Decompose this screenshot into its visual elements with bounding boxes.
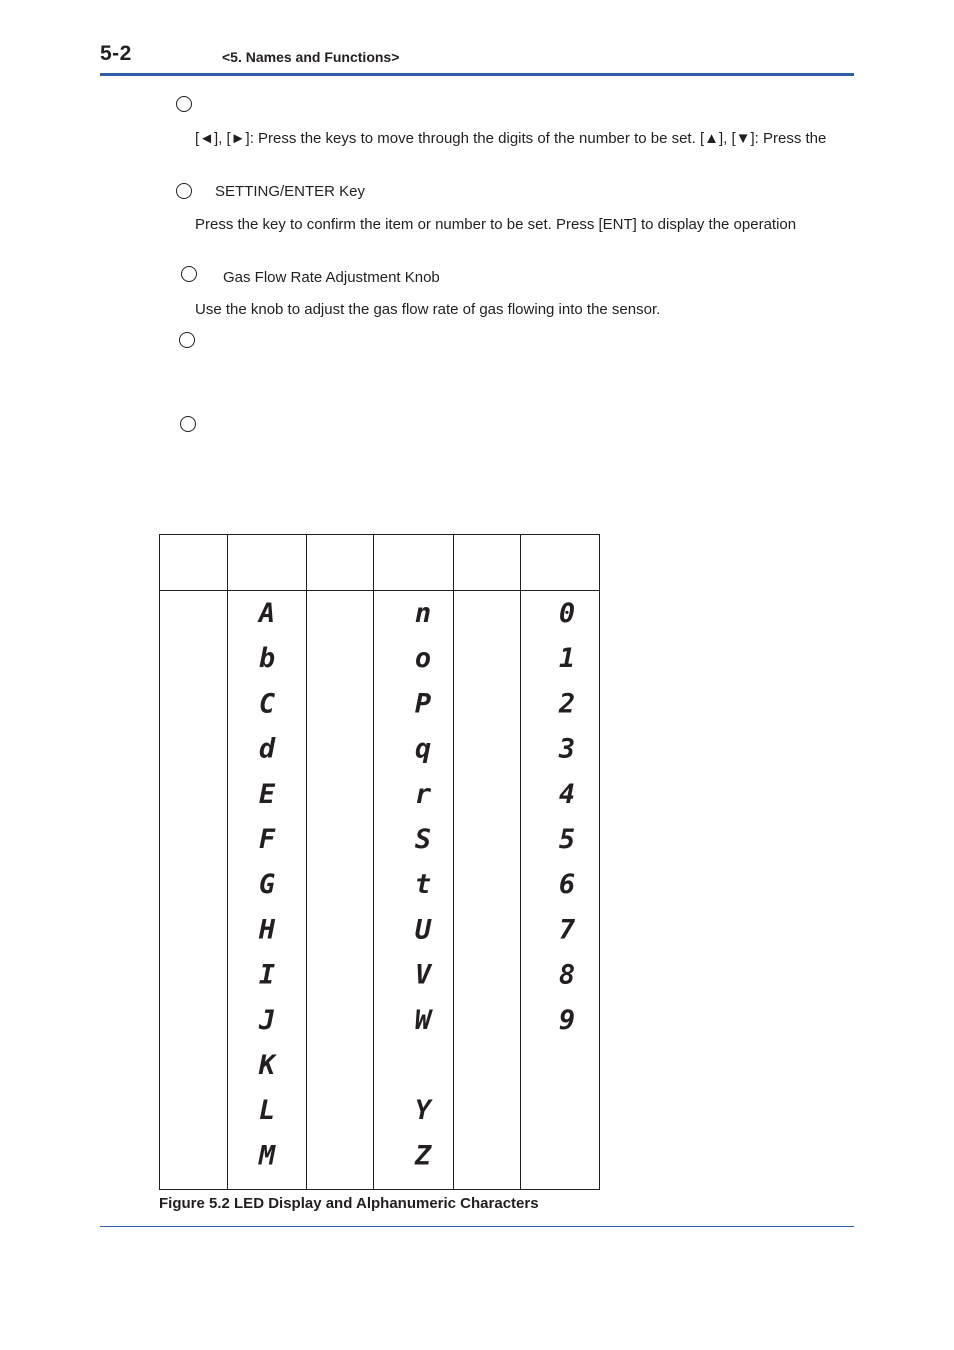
led-char-col1-3: d: [258, 733, 276, 765]
led-char-col3-5: 5: [558, 824, 576, 855]
led-char-col2-3: q: [414, 733, 432, 765]
chapter-title: <5. Names and Functions>: [222, 49, 400, 65]
led-char-col1-1: b: [258, 643, 276, 675]
led-char-col2-12: Z: [414, 1140, 432, 1172]
item-2-body: Press the key to confirm the item or number to be set. Press [ENT] to display the operation: [195, 216, 797, 233]
led-char-col3-9: 9: [558, 1004, 576, 1036]
led-char-col2-6: t: [414, 869, 432, 901]
led-char-col3-0: 0: [558, 598, 576, 629]
table-grid: [160, 535, 600, 1190]
led-char-col2-2: P: [414, 688, 432, 720]
item-2-title: SETTING/ENTER Key: [215, 183, 366, 200]
led-char-col1-10: K: [258, 1050, 276, 1081]
led-char-col3-8: 8: [558, 959, 576, 991]
led-char-col1-7: H: [258, 914, 276, 946]
led-char-col1-12: M: [258, 1140, 276, 1172]
led-char-col3-7: 7: [558, 914, 576, 946]
led-char-col2-0: n: [414, 598, 432, 629]
led-char-col2-9: W: [414, 1004, 432, 1036]
led-char-col3-4: 4: [558, 778, 576, 810]
item-1-body: [◄], [►]: Press the keys to move through the digits of the number to be set. [▲], [▼]: Press the: [195, 130, 827, 147]
led-char-col2-5: S: [414, 824, 432, 855]
item-3-body: Use the knob to adjust the gas flow rate of gas flowing into the sensor.: [195, 301, 661, 318]
led-char-col1-11: L: [258, 1095, 276, 1127]
page-number: 5-2: [100, 42, 132, 65]
led-char-col3-2: 2: [558, 688, 576, 720]
led-char-col1-0: A: [258, 598, 276, 629]
led-char-col1-2: C: [258, 688, 276, 720]
led-char-col2-8: V: [414, 959, 432, 991]
led-char-col1-8: I: [258, 959, 276, 991]
led-char-col1-4: E: [258, 778, 276, 810]
led-char-col2-1: o: [414, 643, 432, 675]
led-char-col2-11: Y: [414, 1095, 432, 1127]
led-char-col3-6: 6: [558, 869, 576, 901]
led-char-col1-9: J: [258, 1004, 276, 1036]
footer-rule: [100, 1226, 854, 1227]
led-char-col3-3: 3: [558, 733, 576, 765]
led-char-col2-7: U: [414, 914, 432, 946]
item-3-title: Gas Flow Rate Adjustment Knob: [223, 269, 440, 286]
figure-caption: Figure 5.2 LED Display and Alphanumeric Characters: [159, 1195, 539, 1212]
led-char-col2-4: r: [414, 778, 432, 810]
led-char-col3-1: 1: [558, 643, 576, 675]
led-char-col1-6: G: [258, 869, 276, 901]
led-char-col1-5: F: [258, 824, 276, 855]
